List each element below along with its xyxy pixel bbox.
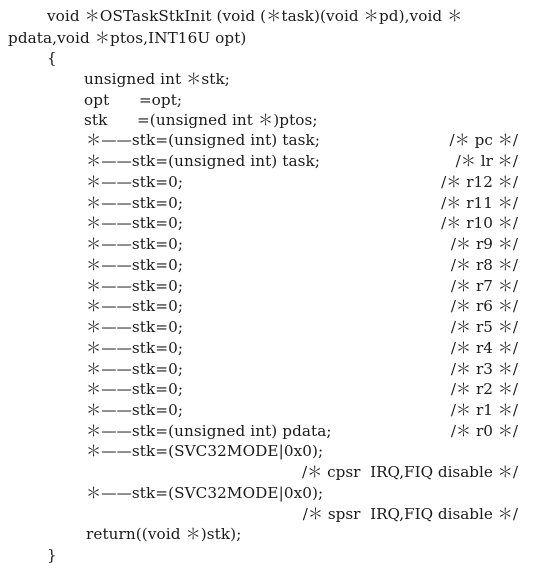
comment-lr: /＊ lr ＊/ [455,152,518,170]
stmt-r4: ＊——stk=0; [86,339,184,357]
comment-r1: /＊ r1 ＊/ [450,401,518,419]
close-brace: } [47,546,57,564]
comment-r2: /＊ r2 ＊/ [450,380,518,398]
return-statement: return((void ＊)stk); [86,525,242,543]
stmt-r2: ＊——stk=0; [86,380,184,398]
assignment-stk: stk =(unsigned int ＊)ptos; [84,111,318,129]
comment-spsr: /＊ spsr IRQ,FIQ disable ＊/ [302,505,518,523]
comment-r6: /＊ r6 ＊/ [450,297,518,315]
function-signature-line-1: void ＊OSTaskStkInit (void (＊task)(void ＊pd),void ＊ [47,7,463,25]
stmt-r3: ＊——stk=0; [86,360,184,378]
comment-pc: /＊ pc ＊/ [449,131,518,149]
open-brace: { [47,49,57,67]
stmt-r12: ＊——stk=0; [86,173,184,191]
function-signature-line-2: pdata,void ＊ptos,INT16U opt) [8,29,247,47]
stmt-r8: ＊——stk=0; [86,256,184,274]
stmt-r1: ＊——stk=0; [86,401,184,419]
comment-r10: /＊ r10 ＊/ [441,214,518,232]
comment-r9: /＊ r9 ＊/ [450,235,518,253]
comment-r5: /＊ r5 ＊/ [450,318,518,336]
stmt-cpsr: ＊——stk=(SVC32MODE|0x0); [86,442,324,460]
stmt-r10: ＊——stk=0; [86,214,184,232]
stmt-r6: ＊——stk=0; [86,297,184,315]
stmt-r11: ＊——stk=0; [86,194,184,212]
stmt-r9: ＊——stk=0; [86,235,184,253]
stmt-r5: ＊——stk=0; [86,318,184,336]
comment-cpsr: /＊ cpsr IRQ,FIQ disable ＊/ [302,463,518,481]
comment-r0: /＊ r0 ＊/ [450,422,518,440]
comment-r11: /＊ r11 ＊/ [441,194,518,212]
declaration-stk: unsigned int ＊stk; [84,70,231,88]
assignment-opt: opt =opt; [84,91,183,109]
stmt-pc: ＊——stk=(unsigned int) task; [86,131,321,149]
comment-r4: /＊ r4 ＊/ [450,339,518,357]
stmt-spsr: ＊——stk=(SVC32MODE|0x0); [86,484,324,502]
comment-r8: /＊ r8 ＊/ [450,256,518,274]
stmt-r7: ＊——stk=0; [86,277,184,295]
comment-r12: /＊ r12 ＊/ [441,173,518,191]
stmt-lr: ＊——stk=(unsigned int) task; [86,152,321,170]
comment-r7: /＊ r7 ＊/ [450,277,518,295]
comment-r3: /＊ r3 ＊/ [450,360,518,378]
stmt-r0: ＊——stk=(unsigned int) pdata; [86,422,332,440]
